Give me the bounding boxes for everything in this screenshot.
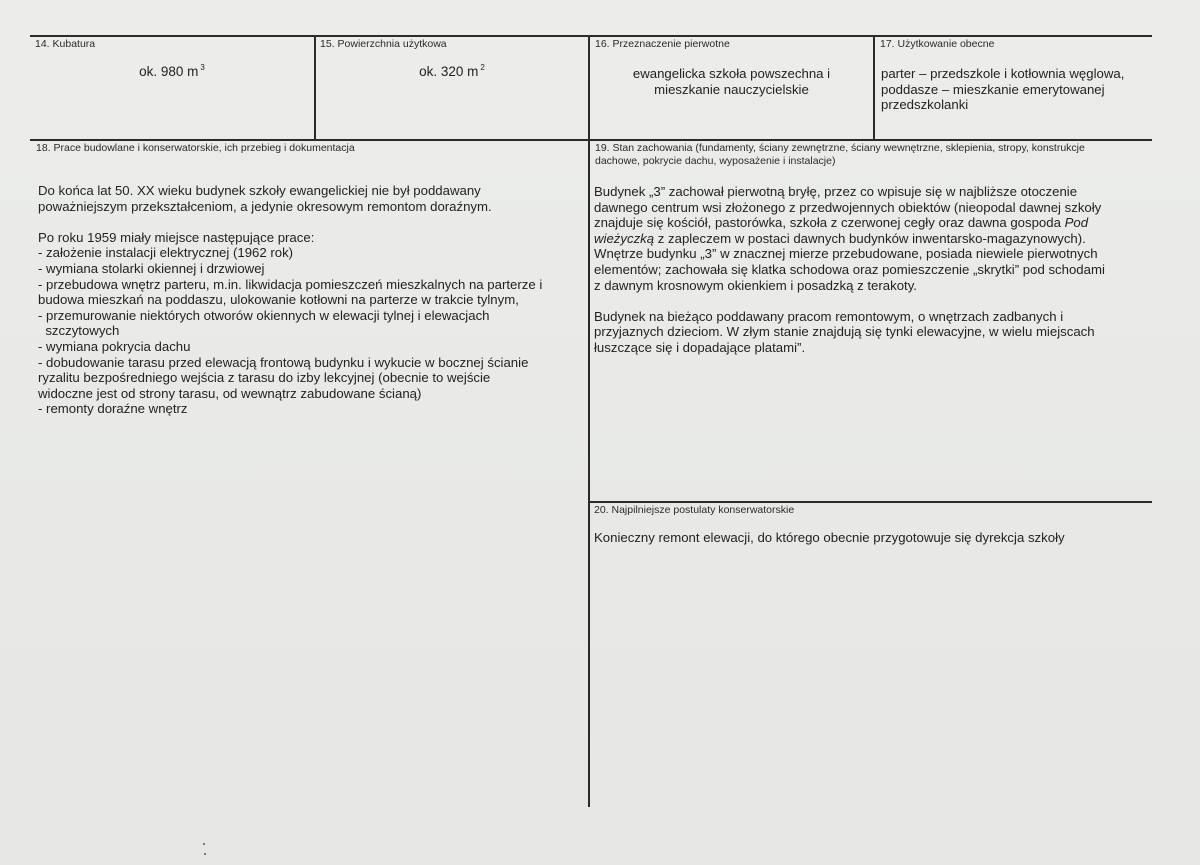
section-14-kubatura [30,36,314,139]
postulaty-text [594,530,1150,546]
kubatura-value [30,64,314,82]
stan-line: dawnego centrum wsi złożonego z przedwojennych obiektów (nieopodal dawnej szkoły [594,199,1102,215]
section-19-label-line: 19. Stan zachowania (fundamenty, ściany zewnętrzne, ściany wewnętrzne, sklepienia, stropy, konstrukcje [595,142,1085,154]
kubatura-value-text: ok. 980 m [139,64,199,79]
uzytkowanie-line: parter – przedszkole i kotłownia węglowa, [881,66,1125,81]
section-16-label: 16. Przeznaczenie pierwotne [595,38,730,50]
section-15-powierzchnia [316,36,588,139]
prace-line: Po roku 1959 miały miejsce następujące prace: [38,229,315,245]
stan-text [594,184,1150,356]
scan-speck [204,853,206,855]
stan-line: Budynek na bieżąco poddawany pracom remontowym, o wnętrzach zadbanych i [594,308,1064,324]
stan-line-mixed [594,231,1150,247]
prace-line: - przemurowanie niektórych otworów okiennych w elewacji tylnej i elewacjach [38,307,490,323]
paragraph-gap [38,214,586,230]
section-19-label [595,142,1085,168]
powierzchnia-value [316,64,588,82]
stan-line: Budynek „3” zachował pierwotną bryłę, przez co wpisuje się w najbliższe otoczenie [594,184,1078,199]
section-15-label: 15. Powierzchnia użytkowa [320,38,447,50]
section-19-label-line: dachowe, pokrycie dachu, wyposażenie i instalacje) [595,155,836,167]
uzytkowanie-text [881,66,1151,113]
stan-line-text: z zapleczem w postaci dawnych budynków inwentarsko-magazynowych). [654,230,1086,246]
stan-italic-name: Pod [1064,215,1089,231]
prace-line: szczytowych [38,323,120,339]
uzytkowanie-line: przedszkolanki [881,97,969,113]
przeznaczenie-line: mieszkanie nauczycielskie [654,81,809,97]
section-18-prace [30,140,588,807]
stan-line: przyjaznych dzieciom. W złym stanie znajdują się tynki elewacyjne, w wielu miejscach [594,324,1095,340]
stan-line-mixed [594,215,1150,231]
section-17-uzytkowanie [875,36,1152,139]
stan-line: elementów; zachowała się klatka schodowa oraz pomieszczenie „skrytki” pod schodami [594,261,1105,277]
prace-line: - dobudowanie tarasu przed elewacją frontową budynku i wykucie w bocznej ścianie [38,354,529,370]
prace-line: ryzalitu bezpośredniego wejścia z tarasu do izby lekcyjnej (obecnie to wejście [38,370,491,386]
prace-line: Do końca lat 50. XX wieku budynek szkoły ewangelickiej nie był poddawany [38,183,481,198]
prace-text [38,183,586,417]
section-17-label: 17. Użytkowanie obecne [880,38,995,50]
postulaty-line: Konieczny remont elewacji, do którego obecnie przygotowuje się dyrekcja szkoły [594,530,1065,545]
paragraph-gap [594,293,1150,309]
prace-line: - remonty doraźne wnętrz [38,401,188,417]
section-18-label: 18. Prace budowlane i konserwatorskie, ich przebieg i dokumentacja [36,142,355,154]
przeznaczenie-line: ewangelicka szkoła powszechna i [632,66,831,81]
prace-line: widoczne jest od strony tarasu, od wewnątrz zabudowane ścianą) [38,385,422,401]
stan-line: z dawnym krosnowym okienkiem i posadzką z terakoty. [594,277,917,293]
stan-line-text: znajduje się kościół, pastorówka, szkoła z czerwonej cegły oraz dawna gospoda [594,215,1061,231]
przeznaczenie-text [590,66,873,97]
section-14-label: 14. Kubatura [35,38,96,50]
section-16-przeznaczenie [590,36,873,139]
scan-speck [203,843,205,845]
prace-line: - przebudowa wnętrz parteru, m.in. likwidacja pomieszczeń mieszkalnych na parterze i [38,276,543,292]
stan-line: Wnętrze budynku „3” w znacznej mierze przebudowane, posiada niewiele pierwotnych [594,246,1098,262]
section-20-label: 20. Najpilniejsze postulaty konserwatorskie [594,504,795,516]
prace-line: - założenie instalacji elektrycznej (1962 rok) [38,245,294,261]
stan-line: łuszczące się i dopadające platami”. [594,339,806,355]
powierzchnia-unit-power: 2 [480,63,485,72]
kubatura-unit-power: 3 [200,63,205,72]
powierzchnia-value-text: ok. 320 m [419,64,479,79]
prace-line: - wymiana stolarki okiennej i drzwiowej [38,260,265,276]
prace-line: poważniejszym przekształceniom, a jedynie okresowym remontom doraźnym. [38,198,492,214]
uzytkowanie-line: poddasze – mieszkanie emerytowanej [881,81,1105,97]
section-20-postulaty [590,503,1152,807]
prace-line: budowa mieszkań na poddaszu, ulokowanie kotłowni na parterze w trakcie tylnym, [38,292,519,308]
prace-line: - wymiana pokrycia dachu [38,338,191,354]
section-19-stan [590,140,1152,501]
stan-italic-name: wieżyczką [594,230,655,246]
